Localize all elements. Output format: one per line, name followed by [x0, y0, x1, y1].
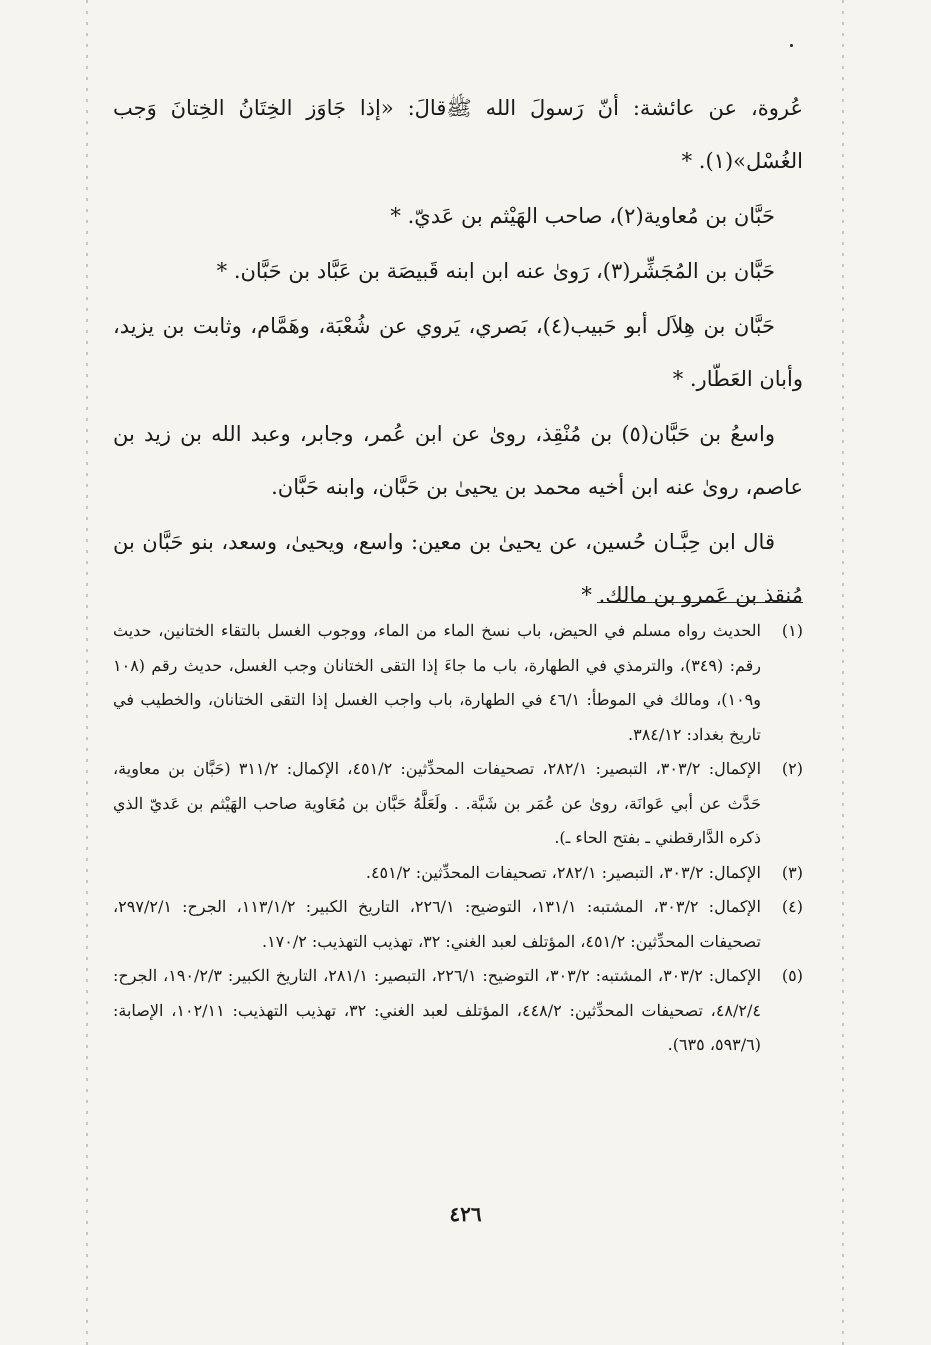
footnote-4: [113, 890, 803, 959]
footnote-separator: [597, 602, 803, 603]
page-number: ٤٢٦: [449, 1202, 482, 1226]
footnote-5: [113, 959, 803, 1063]
paragraph-ibn-hibban-quote: قال ابن حِبَّـان حُسين، عن يحيىٰ بن معين: واسع، ويحيىٰ، وسعد، بنو حَبَّان بن مُنقذ بن عَمرو بن مالك. *: [113, 530, 803, 607]
footnotes: [113, 614, 803, 1063]
footnote-text: الإكمال: ٣٠٣/٢، المشتبه: ١٣١/١، التوضيح: ٢٢٦/١، التاريخ الكبير: ١١٣/١/٢، الجرح: ٢٩٧/٢/١، تصحيفات المحدِّثين: ٤٥١/٢، المؤتلف لعبد الغني: ٣٢، تهذيب التهذيب: ١٧٠/٢.: [113, 897, 762, 951]
footnote-1: [113, 614, 803, 752]
footnote-number: (٢): [781, 759, 803, 778]
scan-edge-right: [842, 0, 844, 1345]
footnote-text: الإكمال: ٣٠٣/٢، التبصير: ٢٨٢/١، تصحيفات المحدِّثين: ٤٥١/٢.: [365, 862, 761, 882]
paragraph-hadith: عُروة، عن عائشة: أنّ رَسولَ الله ﷺقالَ: «إذا جَاوَز الخِتَانُ الخِتانَ وَجب الغُسْل»(١). *: [113, 96, 803, 173]
footnote-number: (٣): [781, 862, 803, 882]
entry-hibban-bin-mujashshir: حَبَّان بن المُجَشِّر(٣)، رَوىٰ عنه ابن ابنه قَبيصَة بن عَبَّاد بن حَبَّان. *: [216, 259, 775, 283]
main-text: [113, 82, 803, 624]
footnote-number: (٥): [781, 966, 803, 985]
scan-speck: [790, 44, 793, 47]
entry-hibban-bin-muawiya: حَبَّان بن مُعاوية(٢)، صاحب الهَيْثم بن عَديّ. *: [390, 204, 775, 228]
footnote-3: [113, 856, 803, 891]
entry-hibban-bin-hilal: حَبَّان بن هِلاَل أبو حَبيب(٤)، بَصري، يَروي عن شُعْبَة، وهَمَّام، وثابت بن يزيد، وأبان العَطّار. *: [113, 314, 803, 391]
footnote-2: [113, 752, 803, 856]
footnote-text: الإكمال: ٣٠٣/٢، التبصير: ٢٨٢/١، تصحيفات المحدِّثين: ٤٥١/٢، الإكمال: ٣١١/٢ (حَبَّان بن معاوية، حَدَّث عن أبي عَوانَة، روىٰ عن عُمَر بن شَبَّة. . ولَعَلَّهُ حَبَّان بن مُعَاوية صاحب الهَيْثم بن عَديّ الذي ذكره الدَّارقطني ـ بفتح الحاء ـ).: [113, 759, 762, 847]
footnote-text: الحديث رواه مسلم في الحيض، باب نسخ الماء من الماء، ووجوب الغسل بالتقاء الختانين، حديث رقم: (٣٤٩)، والترمذي في الطهارة، باب ما جاءَ إذا التقى الختانان وجب الغسل، حديث رقم (١٠٨ و١٠٩)، ومالك في الموطأ: ٤٦/١ في الطهارة، باب واجب الغسل إذا التقى الختانان، والخطيب في تاريخ بغداد: ٣٨٤/١٢.: [113, 621, 762, 744]
footnote-number: (٤): [781, 897, 803, 916]
footnote-number: (١): [781, 621, 803, 640]
scan-edge-left: [86, 0, 88, 1345]
footnote-text: الإكمال: ٣٠٣/٢، المشتبه: ٣٠٣/٢، التوضيح: ٢٢٦/١، التبصير: ٢٨١/١، التاريخ الكبير: ١٩٠/٢/٣، الجرح: ٤٨/٢/٤، تصحيفات المحدِّثين: ٤٤٨/٢، المؤتلف لعبد الغني: ٣٢، تهذيب التهذيب: ١٠٢/١١، الإصابة: (٥٩٣/٦، ٦٣٥).: [113, 966, 762, 1054]
entry-wasi-bin-hibban: واسعُ بن حَبَّان(٥) بن مُنْقِذ، روىٰ عن ابن عُمر، وجابر، وعبد الله بن زيد بن عاصم، روىٰ عنه ابن أخيه محمد بن يحيىٰ بن حَبَّان، وابنه حَبَّان.: [113, 422, 803, 499]
